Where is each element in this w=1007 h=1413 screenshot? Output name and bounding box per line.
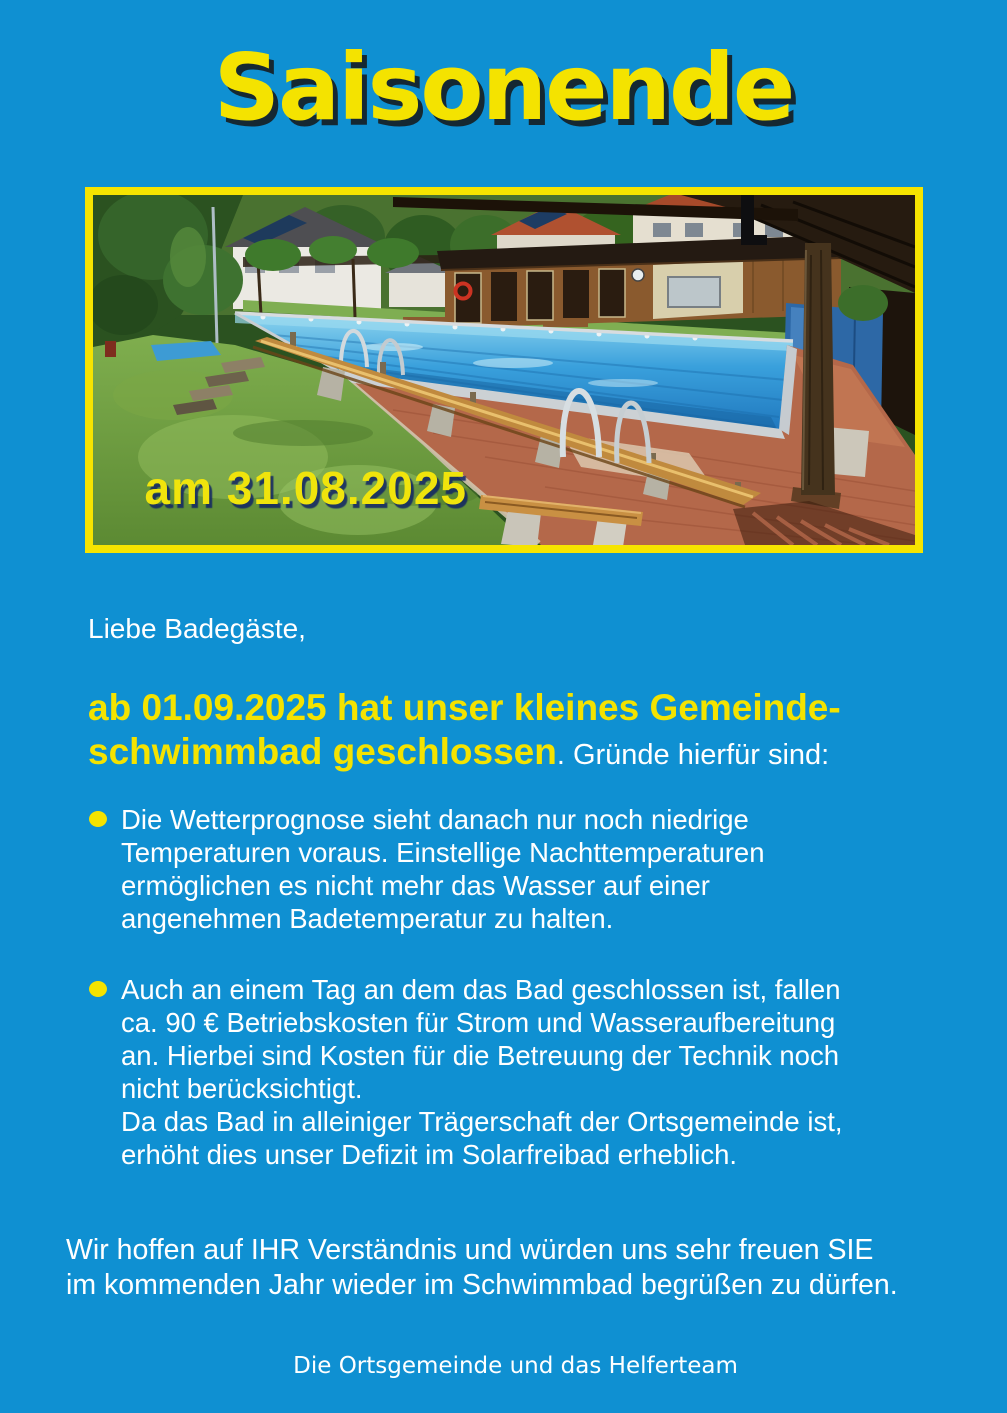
bullet-icon <box>89 981 107 997</box>
list-item-weather <box>88 803 943 935</box>
bullet-text-line: Auch an einem Tag an dem das Bad geschlossen ist, fallen <box>121 974 841 1005</box>
flyer-body <box>0 613 1007 1379</box>
bullet-icon <box>89 811 107 827</box>
photo-caption-date: am 31.08.2025 <box>144 462 467 514</box>
page-title: Saisonende <box>213 34 794 141</box>
bullet-text-line: nicht berücksichtigt. <box>121 1073 363 1104</box>
bullet-text-line: ermöglichen es nicht mehr das Wasser auf einer <box>121 870 710 901</box>
closing-line2: im kommenden Jahr wieder im Schwimmbad begrüßen zu dürfen. <box>66 1269 898 1301</box>
list-item-costs <box>88 973 943 1171</box>
changing-room-building <box>437 235 841 328</box>
bullet-text-line: Da das Bad in alleiniger Trägerschaft der Ortsgemeinde ist, <box>121 1106 843 1137</box>
bullet-text-line: an. Hierbei sind Kosten für die Betreuung der Technik noch <box>121 1040 839 1071</box>
greeting-text: Liebe Badegäste, <box>88 613 306 644</box>
announcement-suffix: . Gründe hierfür sind: <box>556 739 830 771</box>
pool-photo <box>85 187 923 553</box>
bullet-text-line: Temperaturen voraus. Einstellige Nachttemperaturen <box>121 837 765 868</box>
closing-line1: Wir hoffen auf IHR Verständnis und würden uns sehr freuen SIE <box>66 1234 874 1266</box>
reasons-list <box>88 803 943 1171</box>
announcement-emphasis: schwimmbad geschlossen <box>88 731 557 772</box>
hillside <box>93 195 243 353</box>
bullet-text-line: erhöht dies unser Defizit im Solarfreibad erheblich. <box>121 1139 737 1170</box>
signature-text: Die Ortsgemeinde und das Helferteam <box>293 1353 738 1379</box>
announcement-line1: ab 01.09.2025 hat unser kleines Gemeinde- <box>88 687 841 728</box>
bullet-text-line: Die Wetterprognose sieht danach nur noch niedrige <box>121 804 749 835</box>
bullet-text-line: angenehmen Badetemperatur zu halten. <box>121 903 614 934</box>
closing-paragraph <box>66 1233 943 1303</box>
announcement-line2 <box>88 730 943 777</box>
bullet-text-line: ca. 90 € Betriebskosten für Strom und Wasseraufbereitung <box>121 1007 836 1038</box>
announcement <box>88 686 943 777</box>
